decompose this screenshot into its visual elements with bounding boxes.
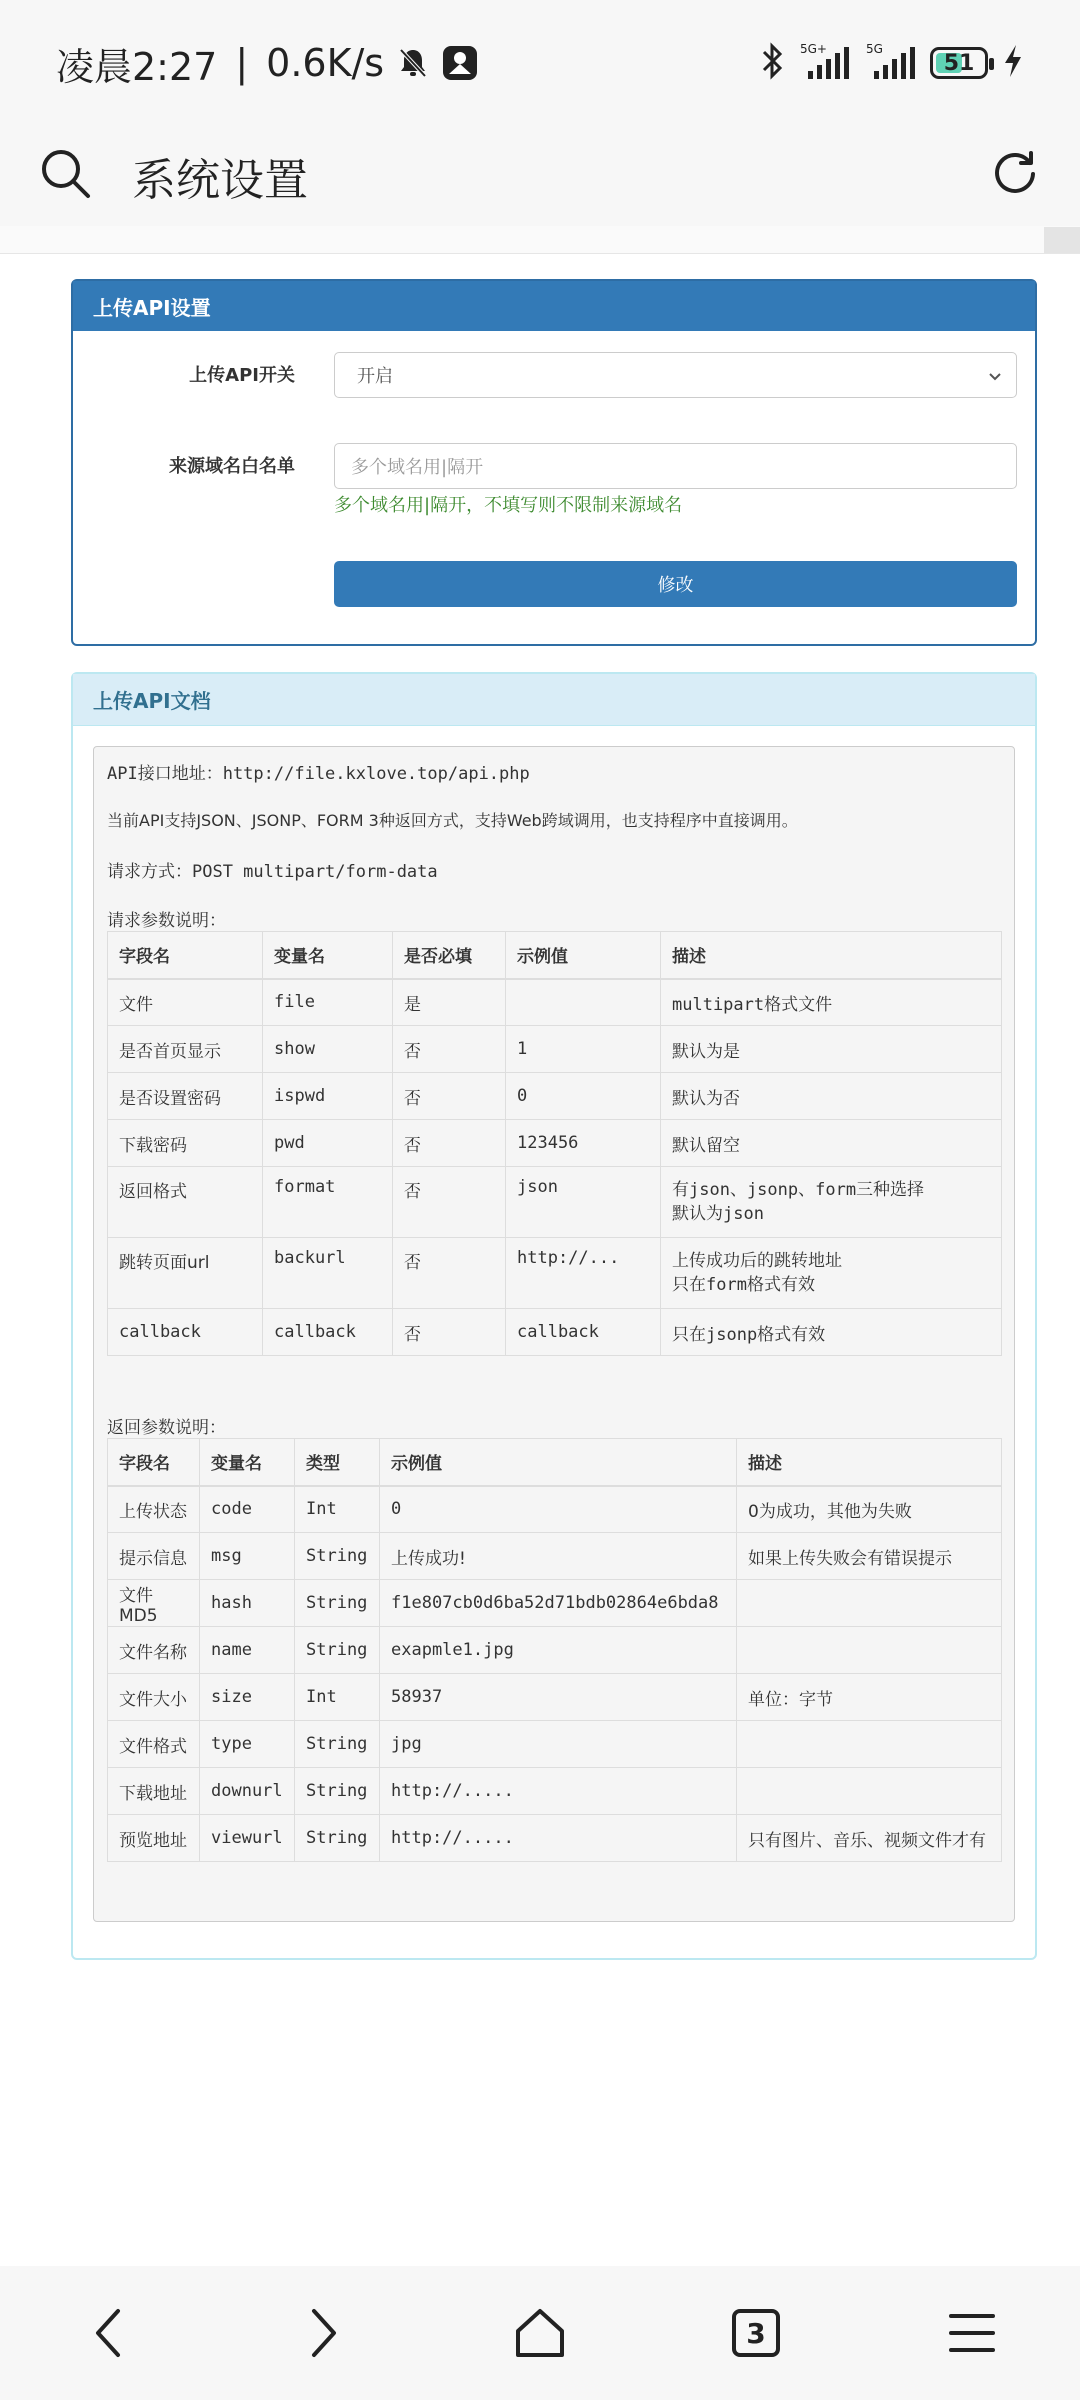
table-header: 描述: [737, 1439, 1002, 1486]
table-row: [108, 1238, 1002, 1309]
table-row: [108, 1768, 1002, 1815]
table-header: 描述: [661, 932, 1002, 979]
cell-desc: [737, 1627, 1002, 1674]
cell-field: 上传状态: [108, 1486, 200, 1533]
cell-desc: 默认为是: [661, 1026, 1002, 1073]
cell-example: http://.....: [380, 1815, 737, 1862]
home-icon[interactable]: [500, 2293, 580, 2373]
cell-field: 文件格式: [108, 1721, 200, 1768]
cell-type: String: [295, 1815, 380, 1862]
refresh-icon[interactable]: [990, 149, 1040, 203]
browser-header: [0, 126, 1080, 226]
cell-desc: 默认为否: [661, 1073, 1002, 1120]
table-row: [108, 1627, 1002, 1674]
cell-type: String: [295, 1721, 380, 1768]
api-switch-value: 开启: [357, 366, 393, 387]
api-endpoint: API接口地址：http://file.kxlove.top/api.php: [107, 764, 530, 784]
api-support-note: 当前API支持JSON、JSONP、FORM 3种返回方式，支持Web跨域调用，也支持程序中直接调用。: [107, 811, 798, 830]
status-right: [760, 41, 1024, 85]
table-row: [108, 1815, 1002, 1862]
signal-5g-icon: [864, 41, 916, 85]
table-row: [108, 1120, 1002, 1167]
table-row: [108, 1486, 1002, 1533]
cell-desc-line: 默认为json: [672, 1204, 764, 1224]
cell-field: 文件名称: [108, 1627, 200, 1674]
table-header: 字段名: [108, 932, 263, 979]
cell-desc-line: 上传成功后的跳转地址: [672, 1251, 842, 1271]
cell-var: hash: [200, 1580, 295, 1627]
mute-icon: [398, 47, 428, 79]
cell-desc-line: 有json、jsonp、form三种选择: [672, 1180, 925, 1200]
cell-required: 否: [393, 1238, 506, 1309]
cell-var: viewurl: [200, 1815, 295, 1862]
menu-icon[interactable]: [932, 2293, 1012, 2373]
cell-var: code: [200, 1486, 295, 1533]
cell-field: 跳转页面url: [108, 1238, 263, 1309]
search-icon[interactable]: [40, 148, 92, 204]
cell-example: 0: [506, 1073, 661, 1120]
cell-field: 文件MD5: [108, 1580, 200, 1627]
cell-example: exapmle1.jpg: [380, 1627, 737, 1674]
scroll-indicator: [1044, 227, 1080, 253]
cell-desc: [737, 1768, 1002, 1815]
upload-settings-panel: [71, 279, 1037, 646]
cell-desc: [737, 1580, 1002, 1627]
cell-desc: multipart格式文件: [661, 979, 1002, 1026]
table-row: [108, 1026, 1002, 1073]
cell-example: json: [506, 1167, 661, 1238]
table-row: [108, 1580, 1002, 1627]
cell-field: 下载地址: [108, 1768, 200, 1815]
table-header: 示例值: [380, 1439, 737, 1486]
network1-label: 5G+: [800, 42, 827, 56]
page-title: 系统设置: [132, 155, 308, 206]
cell-type: Int: [295, 1486, 380, 1533]
cell-field: 返回格式: [108, 1167, 263, 1238]
cell-required: 否: [393, 1167, 506, 1238]
cell-desc: 如果上传失败会有错误提示: [737, 1533, 1002, 1580]
cell-var: size: [200, 1674, 295, 1721]
return-params-table: [107, 1438, 1002, 1862]
request-params-title: 请求参数说明：: [107, 911, 226, 931]
table-row: [108, 1721, 1002, 1768]
cell-desc: 只有图片、音乐、视频文件才有: [737, 1815, 1002, 1862]
cell-required: 否: [393, 1120, 506, 1167]
cell-example: 上传成功!: [380, 1533, 737, 1580]
return-params-title: 返回参数说明：: [107, 1418, 226, 1438]
cell-example: http://...: [506, 1238, 661, 1309]
status-time: 凌晨2:27: [56, 44, 218, 89]
cell-type: String: [295, 1580, 380, 1627]
cell-desc: 单位：字节: [737, 1674, 1002, 1721]
cell-var: type: [200, 1721, 295, 1768]
table-header-row: [108, 1439, 1002, 1486]
network2-label: 5G: [866, 42, 883, 56]
cell-required: 否: [393, 1026, 506, 1073]
cell-field: 预览地址: [108, 1815, 200, 1862]
cell-var: pwd: [263, 1120, 393, 1167]
cell-type: String: [295, 1768, 380, 1815]
cell-desc: 默认留空: [661, 1120, 1002, 1167]
table-header: 变量名: [263, 932, 393, 979]
submit-button[interactable]: 修改: [334, 561, 1017, 607]
bluetooth-icon: [760, 42, 784, 84]
api-request-method: 请求方式：POST multipart/form-data: [107, 862, 438, 882]
table-header-row: [108, 932, 1002, 979]
table-row: [108, 1309, 1002, 1356]
whitelist-input[interactable]: [334, 443, 1017, 489]
table-row: [108, 979, 1002, 1026]
cell-field: 是否设置密码: [108, 1073, 263, 1120]
cell-desc: 0为成功，其他为失败: [737, 1486, 1002, 1533]
api-doc-heading: 上传API文档: [73, 674, 1035, 726]
table-header: 变量名: [200, 1439, 295, 1486]
battery-level: 51: [943, 50, 975, 76]
table-row: [108, 1533, 1002, 1580]
cell-example: f1e807cb0d6ba52d71bdb02864e6bda8: [380, 1580, 737, 1627]
cell-example: [506, 979, 661, 1026]
whitelist-help-text: 多个域名用|隔开，不填写则不限制来源域名: [334, 495, 683, 516]
cell-type: Int: [295, 1674, 380, 1721]
cell-desc: [737, 1721, 1002, 1768]
cell-desc: [661, 1167, 1002, 1238]
switch-label: 上传API开关: [189, 365, 295, 386]
tabs-icon[interactable]: [716, 2293, 796, 2373]
cell-var: format: [263, 1167, 393, 1238]
cell-example: 0: [380, 1486, 737, 1533]
cell-example: 123456: [506, 1120, 661, 1167]
cell-desc: [661, 1238, 1002, 1309]
request-params-table: [107, 931, 1002, 1356]
cell-desc-line: 只在form格式有效: [672, 1275, 815, 1295]
cell-desc: 只在jsonp格式有效: [661, 1309, 1002, 1356]
table-row: [108, 1674, 1002, 1721]
chevron-down-icon: [988, 367, 1002, 388]
cell-var: msg: [200, 1533, 295, 1580]
cell-var: file: [263, 979, 393, 1026]
tab-count: 3: [732, 2309, 780, 2357]
upload-settings-heading: 上传API设置: [73, 281, 1035, 331]
cell-var: backurl: [263, 1238, 393, 1309]
cell-required: 是: [393, 979, 506, 1026]
cell-field: 是否首页显示: [108, 1026, 263, 1073]
bottom-nav: [0, 2266, 1080, 2400]
cell-example: callback: [506, 1309, 661, 1356]
back-icon[interactable]: [68, 2293, 148, 2373]
cell-field: 文件大小: [108, 1674, 200, 1721]
status-bar: [0, 0, 1080, 126]
signal-5gplus-icon: [798, 41, 850, 85]
table-header: 示例值: [506, 932, 661, 979]
cell-field: 下载密码: [108, 1120, 263, 1167]
cell-field: 文件: [108, 979, 263, 1026]
table-header: 类型: [295, 1439, 380, 1486]
cell-required: 否: [393, 1309, 506, 1356]
api-doc-panel: [71, 672, 1037, 1960]
battery-icon: [930, 47, 988, 79]
cell-field: 提示信息: [108, 1533, 200, 1580]
cell-example: 1: [506, 1026, 661, 1073]
whitelist-label: 来源域名白名单: [169, 456, 295, 477]
status-left: [56, 36, 478, 91]
forward-icon[interactable]: [284, 2293, 364, 2373]
cell-required: 否: [393, 1073, 506, 1120]
app-notification-icon: [442, 45, 478, 81]
cell-var: downurl: [200, 1768, 295, 1815]
cell-example: http://.....: [380, 1768, 737, 1815]
api-doc-box: [93, 746, 1015, 1922]
table-row: [108, 1073, 1002, 1120]
cell-example: jpg: [380, 1721, 737, 1768]
cell-var: show: [263, 1026, 393, 1073]
whitelist-placeholder: 多个域名用|隔开: [351, 457, 484, 478]
header-strip: [0, 226, 1080, 254]
cell-field: callback: [108, 1309, 263, 1356]
table-header: 字段名: [108, 1439, 200, 1486]
cell-var: callback: [263, 1309, 393, 1356]
cell-type: String: [295, 1533, 380, 1580]
table-header: 是否必填: [393, 932, 506, 979]
cell-example: 58937: [380, 1674, 737, 1721]
cell-var: ispwd: [263, 1073, 393, 1120]
status-speed: 0.6K/s: [266, 41, 385, 85]
cell-type: String: [295, 1627, 380, 1674]
charging-icon: [1002, 43, 1024, 83]
status-separator: |: [235, 41, 249, 85]
table-row: [108, 1167, 1002, 1238]
api-switch-select[interactable]: [334, 352, 1017, 398]
cell-var: name: [200, 1627, 295, 1674]
